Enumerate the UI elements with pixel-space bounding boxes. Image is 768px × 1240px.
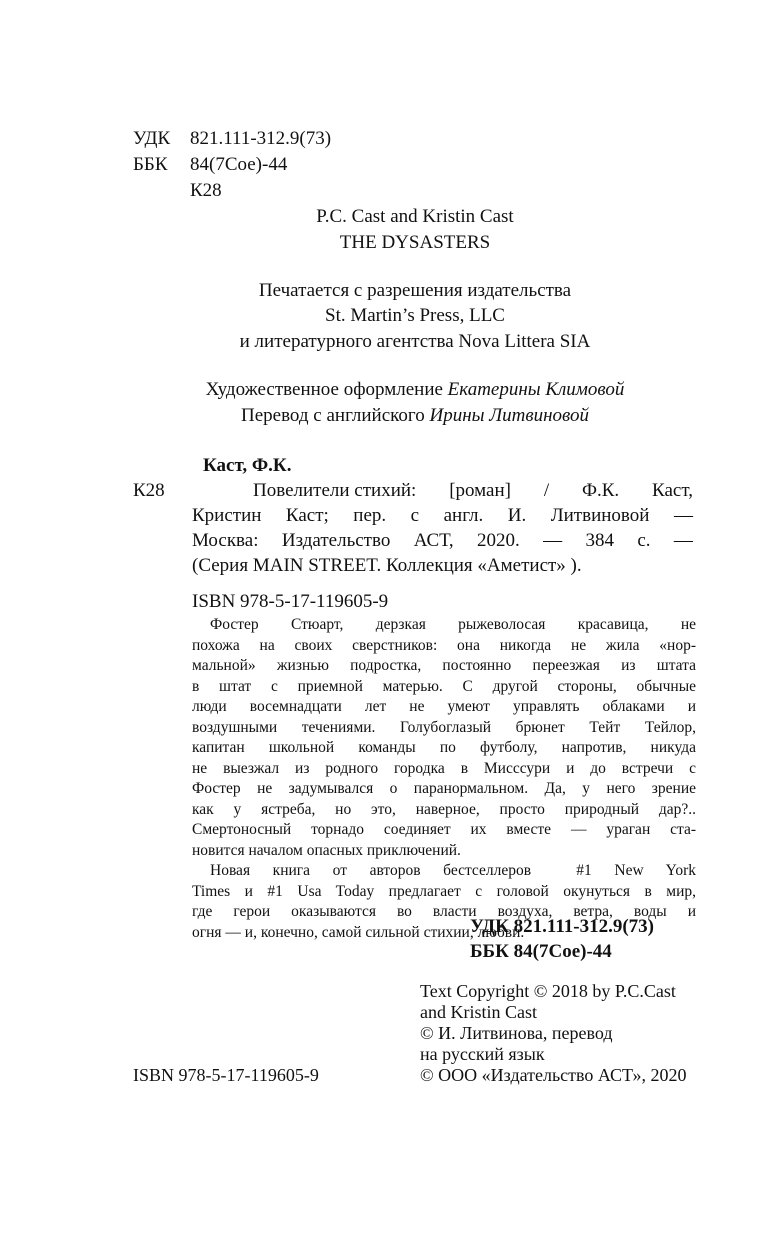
- original-title: THE DYSASTERS: [339, 232, 491, 253]
- copyright-line-4: на русский язык: [420, 1044, 545, 1064]
- word: —: [543, 530, 563, 551]
- copyright-line-3: © И. Литвинова, перевод: [420, 1023, 613, 1043]
- word: с.: [637, 530, 651, 551]
- annotation-line: капитан школьной команды по футболу, напротив, никуда: [192, 739, 696, 756]
- annotation-line: Новая книга от авторов бестселлеров #1 New York: [210, 862, 696, 879]
- word: И.: [507, 505, 527, 526]
- design-credit-prefix: Художественное оформление: [205, 379, 448, 400]
- catalog-isbn: ISBN 978-5-17-119605-9: [192, 591, 389, 612]
- catalog-line-3: [192, 528, 693, 553]
- permission-line-1: Печатается с разрешения издательства: [258, 280, 572, 301]
- design-credit: [130, 377, 700, 402]
- annotation-line: Фостер не задумывался о паранормальном. Да, у него зрение: [192, 780, 696, 797]
- permission-line-2: St. Martin’s Press, LLC: [325, 305, 505, 326]
- annotation-line: как у ястреба, но это, наверное, просто природный дар?..: [192, 800, 696, 818]
- annotation-line: где герои оказываются во власти воздуха, ветра, воды и: [192, 903, 696, 920]
- footer-udk: УДК 821.111-312.9(73): [470, 916, 655, 937]
- bbk-line: [133, 152, 287, 177]
- design-credit-name: Екатерины Климовой: [447, 379, 625, 400]
- annotation-line: воздушными течениями. Голубоглазый брюнет Тейт Тейлор,: [192, 718, 696, 736]
- word: Москва:: [192, 530, 259, 551]
- bbk-value: 84(7Сое)-44: [190, 154, 288, 175]
- annotation-line: Фостер Стюарт, дерзкая рыжеволосая красавица, не: [210, 616, 696, 633]
- word: 384: [585, 530, 614, 551]
- annotation-line: похожа на своих сверстников: она никогда не жила «нор-: [192, 636, 696, 654]
- word: 2020.: [476, 530, 520, 551]
- udk-label: УДК: [133, 128, 171, 149]
- annotation-line: новится началом опасных приключений.: [192, 841, 461, 859]
- annotation: [192, 615, 696, 943]
- annotation-line: люди восемнадцати лет не умеют управлять облаками и: [192, 698, 696, 715]
- word: Каст;: [285, 505, 329, 526]
- word: Повелители стихий:: [253, 480, 417, 501]
- catalog-line-1: [253, 478, 693, 503]
- word: —: [673, 505, 693, 526]
- udk-value: 821.111-312.9(73): [190, 128, 332, 149]
- copyright-line-2: and Kristin Cast: [420, 1002, 537, 1022]
- word: [роман]: [449, 480, 511, 501]
- original-authors: P.C. Cast and Kristin Cast: [316, 206, 514, 227]
- word: /: [543, 480, 550, 501]
- udk-line: [133, 126, 331, 151]
- translation-credit: [130, 403, 700, 428]
- word: англ.: [443, 505, 484, 526]
- bottom-isbn: ISBN 978-5-17-119605-9: [133, 1065, 319, 1085]
- author-mark-top: К28: [190, 180, 222, 201]
- word: Ф.К.: [581, 480, 620, 501]
- annotation-line: огня — и, конечно, самой сильной стихии, любви.: [192, 923, 525, 941]
- word: пер.: [353, 505, 387, 526]
- permission-line-3: и литературного агентства Nova Littera SIA: [239, 331, 591, 352]
- catalog-author-mark: К28: [133, 480, 165, 501]
- word: —: [673, 530, 693, 551]
- annotation-line: Times и #1 Usa Today предлагает с головой окунуться в мир,: [192, 882, 696, 900]
- copyright-line-5: © ООО «Издательство АСТ», 2020: [420, 1065, 687, 1085]
- word: Литвиновой: [550, 505, 650, 526]
- word: Издательство: [281, 530, 391, 551]
- word: Кристин: [192, 505, 262, 526]
- series-line: (Серия MAIN STREET. Коллекция «Аметист» ).: [192, 555, 582, 576]
- translation-credit-prefix: Перевод с английского: [240, 405, 430, 426]
- translation-credit-name: Ирины Литвиновой: [429, 405, 590, 426]
- word: Каст,: [652, 480, 693, 501]
- catalog-line-2: [192, 503, 693, 528]
- annotation-line: не выезжал из родного городка в Мисссури и до встречи с: [192, 759, 696, 777]
- annotation-line: Смертоносный торнадо соединяет их вместе — ураган ста-: [192, 821, 696, 838]
- word: АСТ,: [413, 530, 454, 551]
- footer-bbk: ББК 84(7Сое)-44: [470, 941, 612, 962]
- annotation-line: в штат с приемной матерью. С другой стороны, обычные: [192, 677, 696, 695]
- copyright-line-1: Text Copyright © 2018 by P.C.Cast: [420, 981, 676, 1001]
- bbk-label: ББК: [133, 154, 168, 175]
- word: с: [410, 505, 420, 526]
- catalog-heading: Каст, Ф.К.: [203, 455, 292, 476]
- annotation-line: мальной» жизнью подростка, постоянно переезжая из штата: [192, 657, 696, 674]
